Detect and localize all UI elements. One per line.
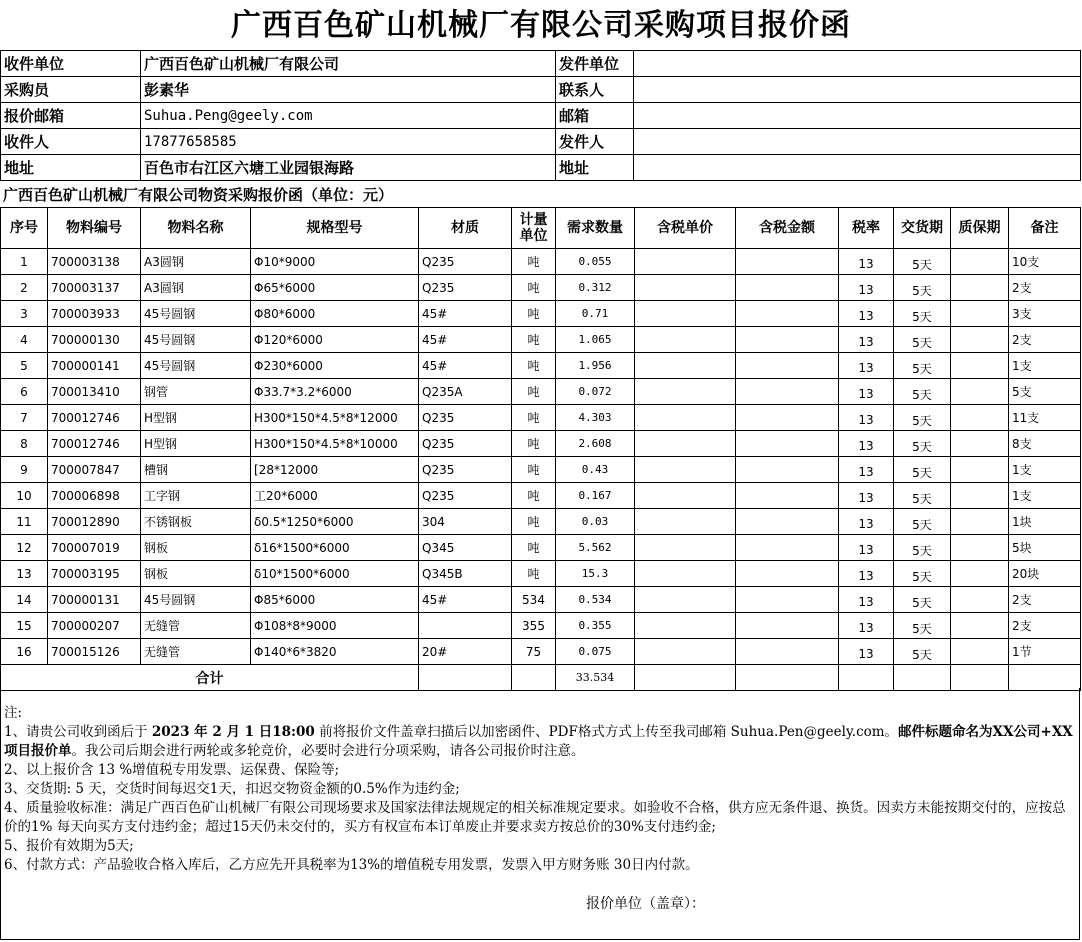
- total-tax: [839, 665, 894, 691]
- cell-price[interactable]: [635, 587, 736, 613]
- cell-material: Q345: [419, 535, 512, 561]
- cell-name: A3圆钢: [141, 249, 251, 275]
- cell-name: 45号圆钢: [141, 587, 251, 613]
- cell-remark: 1支: [1009, 483, 1081, 509]
- cell-amount[interactable]: [736, 405, 839, 431]
- cell-material: 45#: [419, 587, 512, 613]
- notes-section: [0, 688, 1080, 940]
- cell-delivery: 5天: [894, 587, 951, 613]
- cell-name: H型钢: [141, 405, 251, 431]
- table-row: [1, 587, 1081, 613]
- cell-remark: 2支: [1009, 587, 1081, 613]
- cell-price[interactable]: [635, 327, 736, 353]
- cell-seq: 11: [1, 509, 48, 535]
- cell-tax: 13: [839, 327, 894, 353]
- cell-remark: 1节: [1009, 639, 1081, 665]
- info-row-email: [1, 103, 1081, 129]
- cell-qty: 2.608: [556, 431, 635, 457]
- cell-qty: 0.167: [556, 483, 635, 509]
- cell-delivery: 5天: [894, 483, 951, 509]
- cell-remark: 1支: [1009, 457, 1081, 483]
- cell-tax: 13: [839, 301, 894, 327]
- cell-remark: 5块: [1009, 535, 1081, 561]
- cell-seq: 8: [1, 431, 48, 457]
- cell-price[interactable]: [635, 561, 736, 587]
- label-email: 邮箱: [556, 103, 634, 129]
- info-row-buyer: [1, 77, 1081, 103]
- cell-tax: 13: [839, 275, 894, 301]
- table-header-row: [1, 208, 1081, 249]
- cell-amount[interactable]: [736, 275, 839, 301]
- label-sender-unit: 发件单位: [556, 51, 634, 77]
- label-buyer: 采购员: [1, 77, 141, 103]
- cell-material: Q235: [419, 275, 512, 301]
- cell-delivery: 5天: [894, 327, 951, 353]
- items-table: [0, 207, 1081, 691]
- cell-price[interactable]: [635, 457, 736, 483]
- table-row: [1, 379, 1081, 405]
- cell-name: 钢板: [141, 561, 251, 587]
- cell-qty: 0.03: [556, 509, 635, 535]
- total-label: 合计: [1, 665, 419, 691]
- cell-remark: 11支: [1009, 405, 1081, 431]
- cell-seq: 9: [1, 457, 48, 483]
- cell-unit: 吨: [512, 327, 556, 353]
- note-1-part-a: 1、请贵公司收到函后于: [4, 724, 152, 740]
- cell-warranty[interactable]: [951, 301, 1009, 327]
- total-remark: [1009, 665, 1081, 691]
- note-2: 2、以上报价含 13 %增值税专用发票、运保费、保险等;: [4, 762, 340, 778]
- label-contact: 联系人: [556, 77, 634, 103]
- total-amount: [736, 665, 839, 691]
- info-table: [0, 50, 1081, 181]
- cell-delivery: 5天: [894, 535, 951, 561]
- cell-unit: 吨: [512, 483, 556, 509]
- cell-spec: [28*12000: [251, 457, 419, 483]
- table-row: [1, 613, 1081, 639]
- notes-heading: 注:: [4, 705, 23, 721]
- cell-remark: 1支: [1009, 353, 1081, 379]
- cell-tax: 13: [839, 353, 894, 379]
- cell-unit: 吨: [512, 353, 556, 379]
- info-row-address: [1, 155, 1081, 181]
- cell-name: 45号圆钢: [141, 353, 251, 379]
- cell-code: 700003195: [48, 561, 141, 587]
- cell-unit: 吨: [512, 457, 556, 483]
- note-1-part-c: 。我公司后期会进行两轮或多轮竞价，必要时会进行分项采购，请各公司报价时注意。: [71, 743, 585, 759]
- table-row: [1, 249, 1081, 275]
- cell-amount[interactable]: [736, 301, 839, 327]
- header-tax: 税率: [839, 208, 894, 249]
- cell-material: Q235: [419, 249, 512, 275]
- cell-code: 700013410: [48, 379, 141, 405]
- cell-code: 700000141: [48, 353, 141, 379]
- cell-amount[interactable]: [736, 483, 839, 509]
- value-buyer: 彭素华: [141, 77, 556, 103]
- header-amount: 含税金额: [736, 208, 839, 249]
- cell-material: 304: [419, 509, 512, 535]
- header-seq: 序号: [1, 208, 48, 249]
- cell-amount[interactable]: [736, 327, 839, 353]
- cell-seq: 4: [1, 327, 48, 353]
- cell-warranty[interactable]: [951, 613, 1009, 639]
- cell-amount[interactable]: [736, 561, 839, 587]
- cell-unit: 吨: [512, 561, 556, 587]
- value-sender-address[interactable]: [634, 155, 1081, 181]
- cell-spec: 工20*6000: [251, 483, 419, 509]
- note-5: 5、报价有效期为5天;: [4, 838, 134, 854]
- cell-material: Q235: [419, 457, 512, 483]
- cell-seq: 16: [1, 639, 48, 665]
- cell-name: 工字钢: [141, 483, 251, 509]
- cell-unit: 355: [512, 613, 556, 639]
- cell-amount[interactable]: [736, 639, 839, 665]
- header-remark: 备注: [1009, 208, 1081, 249]
- total-warranty: [951, 665, 1009, 691]
- cell-remark: 2支: [1009, 613, 1081, 639]
- cell-remark: 2支: [1009, 275, 1081, 301]
- cell-amount[interactable]: [736, 431, 839, 457]
- cell-tax: 13: [839, 483, 894, 509]
- table-row: [1, 483, 1081, 509]
- cell-remark: 8支: [1009, 431, 1081, 457]
- cell-spec: Φ140*6*3820: [251, 639, 419, 665]
- cell-seq: 1: [1, 249, 48, 275]
- cell-warranty[interactable]: [951, 431, 1009, 457]
- cell-price[interactable]: [635, 275, 736, 301]
- cell-material: Q235: [419, 431, 512, 457]
- value-receiver: 17877658585: [141, 129, 556, 155]
- cell-tax: 13: [839, 509, 894, 535]
- label-sender: 发件人: [556, 129, 634, 155]
- cell-code: 700000131: [48, 587, 141, 613]
- header-qty: 需求数量: [556, 208, 635, 249]
- note-1: [4, 723, 1076, 761]
- cell-name: 槽钢: [141, 457, 251, 483]
- cell-unit: 吨: [512, 405, 556, 431]
- cell-tax: 13: [839, 639, 894, 665]
- cell-warranty[interactable]: [951, 587, 1009, 613]
- cell-unit: 75: [512, 639, 556, 665]
- cell-delivery: 5天: [894, 353, 951, 379]
- cell-amount[interactable]: [736, 379, 839, 405]
- value-quote-email: Suhua.Peng@geely.com: [141, 103, 556, 129]
- cell-seq: 5: [1, 353, 48, 379]
- cell-qty: 0.71: [556, 301, 635, 327]
- cell-code: 700000130: [48, 327, 141, 353]
- cell-material: 45#: [419, 327, 512, 353]
- cell-spec: δ0.5*1250*6000: [251, 509, 419, 535]
- cell-warranty[interactable]: [951, 639, 1009, 665]
- cell-unit: 吨: [512, 535, 556, 561]
- cell-name: 45号圆钢: [141, 301, 251, 327]
- cell-delivery: 5天: [894, 379, 951, 405]
- total-qty: 33.534: [556, 665, 635, 691]
- label-recipient-unit: 收件单位: [1, 51, 141, 77]
- cell-material: Q235A: [419, 379, 512, 405]
- cell-tax: 13: [839, 379, 894, 405]
- cell-code: 700015126: [48, 639, 141, 665]
- cell-code: 700006898: [48, 483, 141, 509]
- table-row: [1, 275, 1081, 301]
- cell-price[interactable]: [635, 613, 736, 639]
- cell-unit: 吨: [512, 275, 556, 301]
- cell-qty: 0.43: [556, 457, 635, 483]
- cell-tax: 13: [839, 561, 894, 587]
- cell-qty: 0.055: [556, 249, 635, 275]
- table-row: [1, 639, 1081, 665]
- cell-price[interactable]: [635, 509, 736, 535]
- cell-spec: H300*150*4.5*8*10000: [251, 431, 419, 457]
- label-address: 地址: [1, 155, 141, 181]
- cell-price[interactable]: [635, 639, 736, 665]
- table-row: [1, 431, 1081, 457]
- cell-qty: 0.075: [556, 639, 635, 665]
- cell-seq: 14: [1, 587, 48, 613]
- cell-material: Q235: [419, 405, 512, 431]
- cell-delivery: 5天: [894, 639, 951, 665]
- total-row: [1, 665, 1081, 691]
- cell-delivery: 5天: [894, 301, 951, 327]
- cell-name: H型钢: [141, 431, 251, 457]
- total-delivery: [894, 665, 951, 691]
- cell-delivery: 5天: [894, 249, 951, 275]
- cell-seq: 10: [1, 483, 48, 509]
- cell-qty: 0.534: [556, 587, 635, 613]
- table-row: [1, 561, 1081, 587]
- cell-delivery: 5天: [894, 275, 951, 301]
- cell-unit: 吨: [512, 509, 556, 535]
- cell-price[interactable]: [635, 483, 736, 509]
- cell-code: 700000207: [48, 613, 141, 639]
- note-1-deadline: 2023 年 2 月 1 日18:00: [151, 724, 315, 740]
- document-title: 广西百色矿山机械厂有限公司采购项目报价函: [231, 8, 851, 43]
- total-price: [635, 665, 736, 691]
- cell-tax: 13: [839, 587, 894, 613]
- cell-material: [419, 613, 512, 639]
- cell-delivery: 5天: [894, 457, 951, 483]
- cell-warranty[interactable]: [951, 405, 1009, 431]
- cell-warranty[interactable]: [951, 483, 1009, 509]
- header-code: 物料编号: [48, 208, 141, 249]
- cell-unit: 吨: [512, 379, 556, 405]
- cell-seq: 13: [1, 561, 48, 587]
- cell-remark: 5支: [1009, 379, 1081, 405]
- header-price: 含税单价: [635, 208, 736, 249]
- cell-seq: 2: [1, 275, 48, 301]
- info-row-receiver: [1, 129, 1081, 155]
- cell-spec: Φ108*8*9000: [251, 613, 419, 639]
- cell-qty: 0.072: [556, 379, 635, 405]
- cell-price[interactable]: [635, 431, 736, 457]
- cell-unit: 吨: [512, 301, 556, 327]
- table-row: [1, 535, 1081, 561]
- value-contact[interactable]: [634, 77, 1081, 103]
- cell-seq: 6: [1, 379, 48, 405]
- cell-spec: δ10*1500*6000: [251, 561, 419, 587]
- value-address: 百色市右江区六塘工业园银海路: [141, 155, 556, 181]
- cell-warranty[interactable]: [951, 327, 1009, 353]
- header-name: 物料名称: [141, 208, 251, 249]
- cell-remark: 10支: [1009, 249, 1081, 275]
- note-1-part-b: 前将报价文件盖章扫描后以加密函件、PDF格式方式上传至我司邮箱 Suhua.Pen@geely.com。: [314, 724, 899, 740]
- total-material: [419, 665, 512, 691]
- cell-amount[interactable]: [736, 613, 839, 639]
- cell-remark: 20块: [1009, 561, 1081, 587]
- value-recipient-unit: 广西百色矿山机械厂有限公司: [141, 51, 556, 77]
- cell-amount[interactable]: [736, 249, 839, 275]
- cell-qty: 15.3: [556, 561, 635, 587]
- label-receiver: 收件人: [1, 129, 141, 155]
- cell-tax: 13: [839, 535, 894, 561]
- cell-qty: 4.303: [556, 405, 635, 431]
- cell-price[interactable]: [635, 249, 736, 275]
- cell-code: 700012890: [48, 509, 141, 535]
- cell-spec: Φ85*6000: [251, 587, 419, 613]
- cell-warranty[interactable]: [951, 275, 1009, 301]
- cell-delivery: 5天: [894, 509, 951, 535]
- note-3: 3、交货期: 5 天，交货时间每迟交1天，扣迟交物资金额的0.5%作为违约金;: [4, 781, 460, 797]
- cell-warranty[interactable]: [951, 535, 1009, 561]
- cell-spec: Φ65*6000: [251, 275, 419, 301]
- cell-spec: δ16*1500*6000: [251, 535, 419, 561]
- cell-material: 45#: [419, 301, 512, 327]
- cell-delivery: 5天: [894, 613, 951, 639]
- cell-remark: 2支: [1009, 327, 1081, 353]
- cell-remark: 3支: [1009, 301, 1081, 327]
- cell-qty: 1.065: [556, 327, 635, 353]
- cell-amount[interactable]: [736, 587, 839, 613]
- note-1-subject-rule: 邮件标题命名为XX公司+XX项目报价单: [4, 724, 1073, 759]
- cell-delivery: 5天: [894, 431, 951, 457]
- cell-spec: Φ120*6000: [251, 327, 419, 353]
- header-spec: 规格型号: [251, 208, 419, 249]
- cell-spec: Φ230*6000: [251, 353, 419, 379]
- cell-spec: Φ10*9000: [251, 249, 419, 275]
- header-material: 材质: [419, 208, 512, 249]
- header-unit: 计量单位: [512, 208, 556, 249]
- cell-material: 20#: [419, 639, 512, 665]
- cell-seq: 3: [1, 301, 48, 327]
- cell-tax: 13: [839, 431, 894, 457]
- cell-delivery: 5天: [894, 561, 951, 587]
- total-unit: [512, 665, 556, 691]
- table-row: [1, 327, 1081, 353]
- cell-warranty[interactable]: [951, 379, 1009, 405]
- cell-spec: Φ33.7*3.2*6000: [251, 379, 419, 405]
- note-4: 4、质量验收标准：满足广西百色矿山机械厂有限公司现场要求及国家法律法规规定的相关标准规定要求。如验收不合格，供方应无条件退、换货。因卖方未能按期交付的，应按总价的1% 每天向买方支付违约金；超过15天仍未交付的，买方有权宣布本订单废止并要求卖方按总价的30%支付违约金;: [4, 800, 1066, 835]
- cell-code: 700003137: [48, 275, 141, 301]
- table-row: [1, 509, 1081, 535]
- cell-warranty[interactable]: [951, 509, 1009, 535]
- cell-price[interactable]: [635, 535, 736, 561]
- cell-seq: 12: [1, 535, 48, 561]
- label-quote-email: 报价邮箱: [1, 103, 141, 129]
- value-email[interactable]: [634, 103, 1081, 129]
- cell-tax: 13: [839, 457, 894, 483]
- cell-code: 700012746: [48, 405, 141, 431]
- cell-unit: 吨: [512, 431, 556, 457]
- cell-amount[interactable]: [736, 457, 839, 483]
- cell-name: 无缝管: [141, 613, 251, 639]
- cell-code: 700012746: [48, 431, 141, 457]
- table-row: [1, 405, 1081, 431]
- cell-warranty[interactable]: [951, 353, 1009, 379]
- cell-tax: 13: [839, 249, 894, 275]
- cell-qty: 1.956: [556, 353, 635, 379]
- cell-delivery: 5天: [894, 405, 951, 431]
- cell-code: 700003933: [48, 301, 141, 327]
- cell-qty: 5.562: [556, 535, 635, 561]
- cell-tax: 13: [839, 613, 894, 639]
- cell-unit: 吨: [512, 249, 556, 275]
- cell-warranty[interactable]: [951, 457, 1009, 483]
- label-sender-address: 地址: [556, 155, 634, 181]
- cell-amount[interactable]: [736, 353, 839, 379]
- info-row-recipient: [1, 51, 1081, 77]
- cell-name: A3圆钢: [141, 275, 251, 301]
- header-delivery: 交货期: [894, 208, 951, 249]
- table-subtitle: 广西百色矿山机械厂有限公司物资采购报价函（单位：元）: [3, 186, 394, 204]
- cell-material: Q235: [419, 483, 512, 509]
- cell-code: 700003138: [48, 249, 141, 275]
- cell-remark: 1块: [1009, 509, 1081, 535]
- cell-spec: H300*150*4.5*8*12000: [251, 405, 419, 431]
- cell-price[interactable]: [635, 301, 736, 327]
- cell-name: 无缝管: [141, 639, 251, 665]
- cell-amount[interactable]: [736, 535, 839, 561]
- cell-name: 不锈钢板: [141, 509, 251, 535]
- cell-name: 钢板: [141, 535, 251, 561]
- cell-name: 45号圆钢: [141, 327, 251, 353]
- value-sender-unit[interactable]: [634, 51, 1081, 77]
- cell-amount[interactable]: [736, 509, 839, 535]
- cell-qty: 0.312: [556, 275, 635, 301]
- value-sender[interactable]: [634, 129, 1081, 155]
- cell-price[interactable]: [635, 405, 736, 431]
- signature-label: 报价单位（盖章）：: [586, 896, 705, 912]
- cell-code: 700007847: [48, 457, 141, 483]
- table-row: [1, 457, 1081, 483]
- header-warranty: 质保期: [951, 208, 1009, 249]
- cell-warranty[interactable]: [951, 561, 1009, 587]
- note-6: 6、付款方式：产品验收合格入库后，乙方应先开具税率为13%的增值税专用发票，发票入甲方财务账 30日内付款。: [4, 857, 699, 873]
- cell-name: 钢管: [141, 379, 251, 405]
- cell-material: 45#: [419, 353, 512, 379]
- cell-seq: 7: [1, 405, 48, 431]
- cell-code: 700007019: [48, 535, 141, 561]
- cell-tax: 13: [839, 405, 894, 431]
- cell-material: Q345B: [419, 561, 512, 587]
- table-row: [1, 301, 1081, 327]
- cell-qty: 0.355: [556, 613, 635, 639]
- cell-price[interactable]: [635, 379, 736, 405]
- cell-warranty[interactable]: [951, 249, 1009, 275]
- cell-unit: 534: [512, 587, 556, 613]
- cell-price[interactable]: [635, 353, 736, 379]
- cell-seq: 15: [1, 613, 48, 639]
- cell-spec: Φ80*6000: [251, 301, 419, 327]
- table-row: [1, 353, 1081, 379]
